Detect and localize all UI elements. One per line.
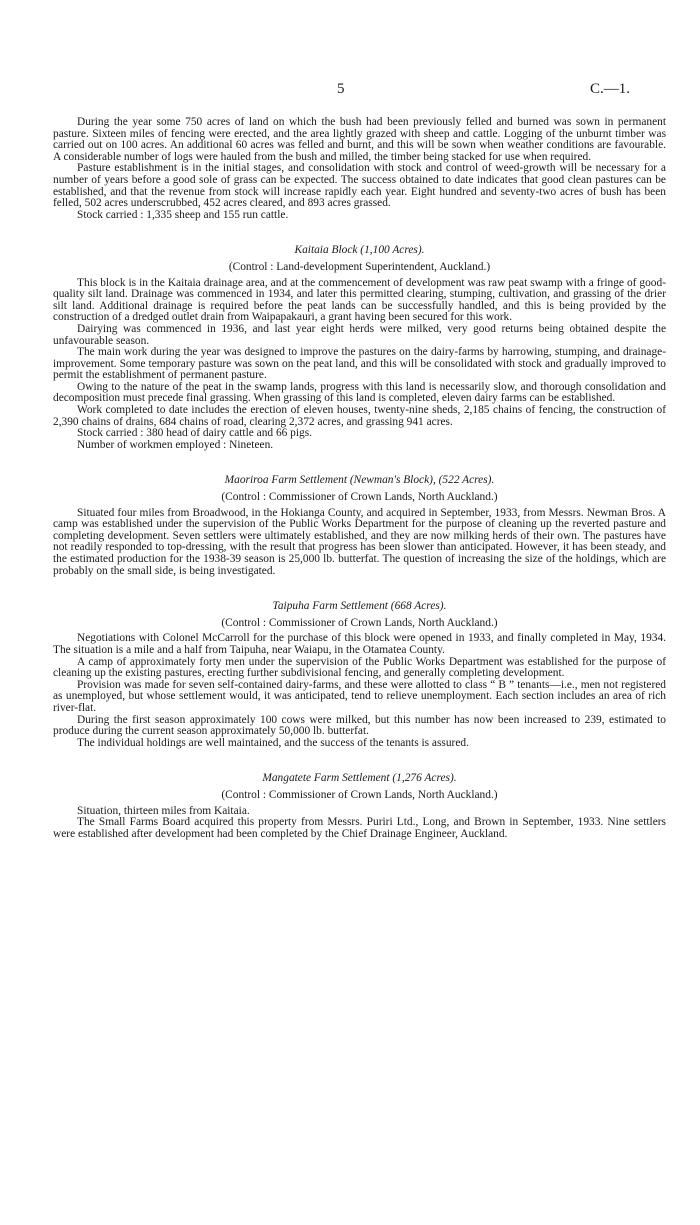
maoriroa-paragraph-1: Situated four miles from Broadwood, in the Hokianga County, and acquired in September, 1933, from Messrs. Newman Bros. A camp was established under the supervision of the Public Works Department for the purpose of cleaning up the reverted pasture and completing development. Seven settlers were ultimately established, and they are now milking herds of their own. The pastures have not readily responded to top-dressing, with the result that progress has been slower than anticipated. However, it has been steady, and the estimated production for the 1938-39 season is 25,000 lb. butterfat. The question of increasing the size of the holdings, which are probably on the small side, is being investigated. bbox=[53, 506, 666, 577]
mangatete-section-title: Mangatete Farm Settlement (1,276 Acres). bbox=[262, 772, 457, 785]
kaitaia-paragraph-5: Work completed to date includes the erection of eleven houses, twenty-nine sheds, 2,185 chains of fencing, the construction of 2,390 chains of drains, 684 chains of road, clearing 2,372 acres, and grassing 941 acres. bbox=[53, 404, 666, 428]
intro-paragraph-2: Pasture establishment is in the initial stages, and consolidation with stock and control of weed-growth will be necessary for a number of years before a good sole of grass can be expected. The success obtained to date indicates that good clean pastures can be established, and that the revenue from stock will increase rapidly each year. Eight hundred and seventy-two acres of bush has been felled, 502 acres underscrubbed, 452 acres cleared, and 893 acres grassed. bbox=[53, 162, 666, 210]
taipuha-section-title: Taipuha Farm Settlement (668 Acres). bbox=[272, 600, 447, 613]
kaitaia-paragraph-3: The main work during the year was designed to improve the pastures on the dairy-farms by harrowing, stumping, and drainage-improvement. Some temporary pasture was sown on the peat land, and this will be consolidated with stock and gradually improved to permit the establishment of permanent pasture. bbox=[53, 346, 666, 382]
document-reference: C.—1. bbox=[590, 81, 631, 97]
kaitaia-paragraph-1: This block is in the Kaitaia drainage area, and at the commencement of development was raw peat swamp with a fringe of good-quality silt land. Drainage was commenced in 1934, and later this permitted clearing, stumping, cultivation, and grassing of the drier silt land. Additional drainage is required before the peat lands can be successfully handled, and this is being provided by the construction of a dredged outlet drain from Waipapakauri, a grant having been secured for this work. bbox=[53, 276, 666, 324]
taipuha-paragraph-2: A camp of approximately forty men under the supervision of the Public Works Department was established for the purpose of cleaning up the existing pastures, erecting further subdivisional fencing, and generally completing development. bbox=[53, 655, 666, 680]
mangatete-paragraph-2: The Small Farms Board acquired this property from Messrs. Puriri Ltd., Long, and Brown in September, 1933. Nine settlers were established after development had been completed by the Chief Drainage Engineer, Auckland. bbox=[53, 816, 666, 840]
maoriroa-control-line: (Control : Commissioner of Crown Lands, North Auckland.) bbox=[221, 491, 498, 504]
taipuha-paragraph-5: The individual holdings are well maintained, and the success of the tenants is assured. bbox=[77, 736, 469, 749]
page-number: 5 bbox=[337, 81, 345, 97]
page-body bbox=[53, 117, 666, 840]
taipuha-paragraph-3: Provision was made for seven self-contained dairy-farms, and these were allotted to class “ B ” tenants—i.e., men not registered as unemployed, but whose settlement would, it was anticipated, tend to relieve unemployment. Each section includes an area of rich river-flat. bbox=[53, 678, 666, 714]
kaitaia-paragraph-2: Dairying was commenced in 1936, and last year eight herds were milked, very good returns being obtained despite the unfavourable season. bbox=[53, 322, 666, 347]
mangatete-paragraph-1: Situation, thirteen miles from Kaitaia. bbox=[77, 804, 250, 817]
taipuha-control-line: (Control : Commissioner of Crown Lands, North Auckland.) bbox=[221, 616, 498, 629]
kaitaia-control-line: (Control : Land-development Superintendent, Auckland.) bbox=[228, 260, 491, 273]
kaitaia-paragraph-4: Owing to the nature of the peat in the swamp lands, progress with this land is necessarily slow, and thorough consolidation and decomposition must precede final grassing. When grassing of this land is completed, eleven dairy farms can be established. bbox=[53, 380, 666, 405]
taipuha-paragraph-4: During the first season approximately 100 cows were milked, but this number has now been increased to 239, estimated to produce during the current season approximately 50,000 lb. butterfat. bbox=[53, 713, 666, 738]
kaitaia-stock-carried: Stock carried : 380 head of dairy cattle and 66 pigs. bbox=[77, 427, 313, 440]
mangatete-control-line: (Control : Commissioner of Crown Lands, North Auckland.) bbox=[221, 788, 498, 801]
intro-stock-carried: Stock carried : 1,335 sheep and 155 run cattle. bbox=[77, 208, 289, 221]
kaitaia-section-title: Kaitaia Block (1,100 Acres). bbox=[294, 244, 425, 257]
taipuha-paragraph-1: Negotiations with Colonel McCarroll for the purchase of this block were opened in 1933, and finally completed in May, 1934. The situation is a mile and a half from Taipuha, near Waiapu, in the Otamatea County. bbox=[53, 632, 666, 656]
maoriroa-section-title: Maoriroa Farm Settlement (Newman's Block), (522 Acres). bbox=[224, 474, 495, 487]
kaitaia-workmen: Number of workmen employed : Nineteen. bbox=[77, 438, 274, 451]
page-header bbox=[0, 81, 700, 100]
intro-paragraph-1: During the year some 750 acres of land on which the bush had been previously felled and burned was sown in permanent pasture. Sixteen miles of fencing were erected, and the area lightly grazed with sheep and cattle. Logging of the unburnt timber was carried out on 100 acres. An additional 60 acres was felled and burnt, and this will be sown when weather conditions are favourable. A considerable number of logs were hauled from the bush and milled, the timber being stacked for use when required. bbox=[53, 116, 666, 163]
